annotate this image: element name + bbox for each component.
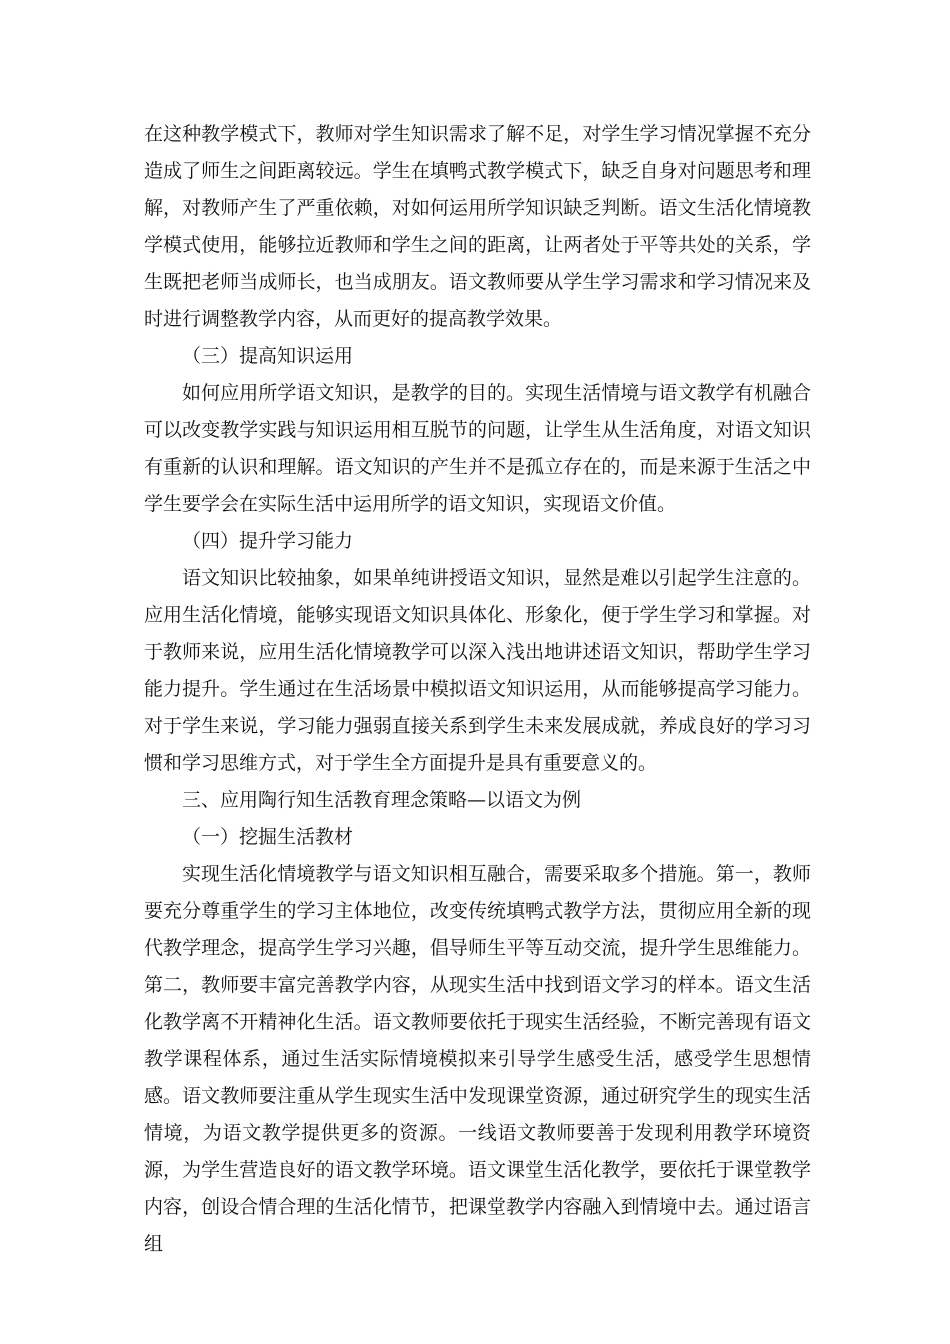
paragraph-life-materials: 实现生活化情境教学与语文知识相互融合，需要采取多个措施。第一，教师要充分尊重学生的学习主体地位，改变传统填鸭式教学方法，贯彻应用全新的现代教学理念，提高学生学习兴趣，倡导师生平等互动交流，提升学生思维能力。第二，教师要丰富完善教学内容，从现实生活中找到语文学习的样本。语文生活化教学离不开精神化生活。语文教师要依托于现实生活经验，不断完善现有语文教学课程体系，通过生活实际情境模拟来引导学生感受生活，感受学生思想情感。语文教师要注重从学生现实生活中发现课堂资源，通过研究学生的现实生活情境，为语文教学提供更多的资源。一线语文教师要善于发现利用教学环境资源，为学生营造良好的语文教学环境。语文课堂生活化教学，要依托于课堂教学内容，创设合情合理的生活化情节，把课堂教学内容融入到情境中去。通过语言组 <box>144 863 811 1255</box>
paragraph-knowledge-use: 如何应用所学语文知识，是教学的目的。实现生活情境与语文教学有机融合可以改变教学实践与知识运用相互脱节的问题，让学生从生活角度，对语文知识有重新的认识和理解。语文知识的产生并不是孤立存在的，而是来源于生活之中学生要学会在实际生活中运用所学的语文知识，实现语文价值。 <box>144 382 811 515</box>
document-body <box>144 116 811 1263</box>
section-heading-strategy: 三、应用陶行知生活教育理念策略—以语文为例 <box>182 789 582 811</box>
section-heading-life-materials: （一）挖掘生活教材 <box>182 826 354 848</box>
section-heading-improve-knowledge-use: （三）提高知识运用 <box>182 345 354 367</box>
paragraph-continuation: 在这种教学模式下，教师对学生知识需求了解不足，对学生学习情况掌握不充分造成了师生之间距离较远。学生在填鸭式教学模式下，缺乏自身对问题思考和理解，对教师产生了严重依赖，对如何运用所学知识缺乏判断。语文生活化情境教学模式使用，能够拉近教师和学生之间的距离，让两者处于平等共处的关系，学生既把老师当成师长，也当成朋友。语文教师要从学生学习需求和学习情况来及时进行调整教学内容，从而更好的提高教学效果。 <box>144 123 811 330</box>
paragraph-learning-ability: 语文知识比较抽象，如果单纯讲授语文知识，显然是难以引起学生注意的。应用生活化情境，能够实现语文知识具体化、形象化，便于学生学习和掌握。对于教师来说，应用生活化情境教学可以深入浅出地讲述语文知识，帮助学生学习能力提升。学生通过在生活场景中模拟语文知识运用，从而能够提高学习能力。对于学生来说，学习能力强弱直接关系到学生未来发展成就，养成良好的学习习惯和学习思维方式，对于学生全方面提升是具有重要意义的。 <box>144 567 811 774</box>
section-heading-improve-learning-ability: （四）提升学习能力 <box>182 530 354 552</box>
